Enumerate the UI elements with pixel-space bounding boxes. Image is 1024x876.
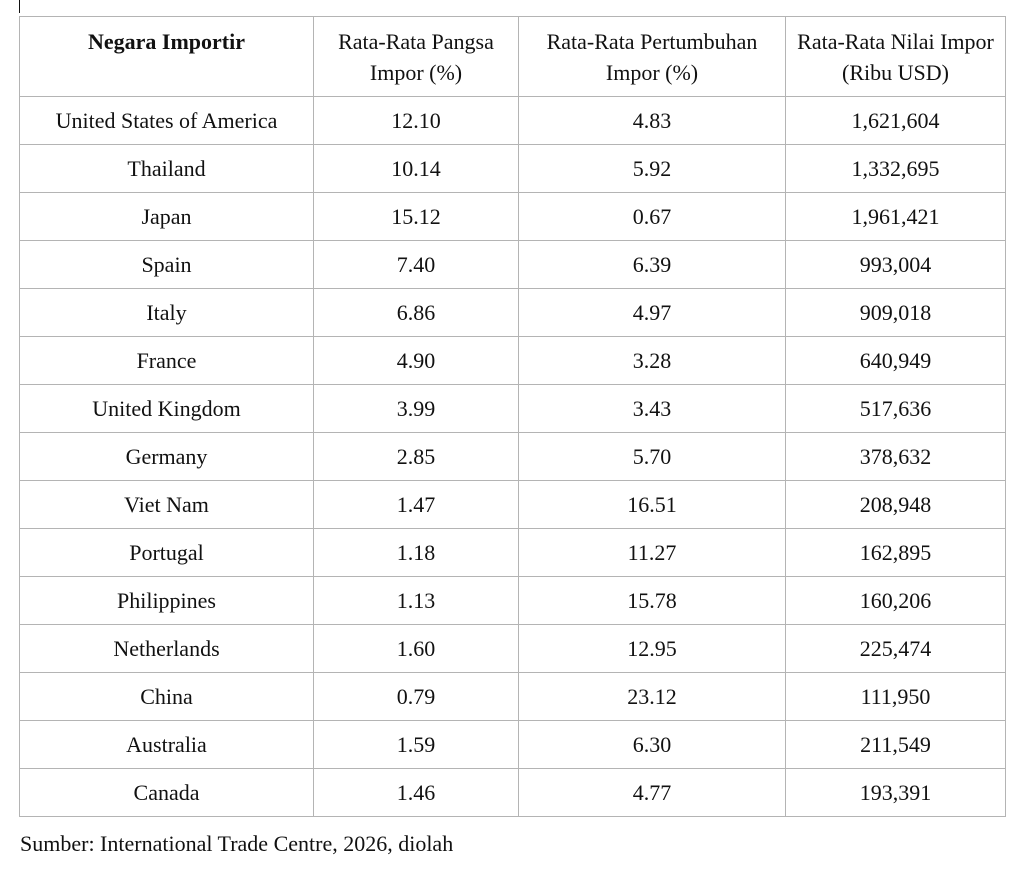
cell-negara: Viet Nam: [20, 481, 314, 529]
cell-pertumbuhan: 6.39: [519, 241, 786, 289]
cell-nilai: 1,332,695: [786, 145, 1006, 193]
table-row: [20, 145, 1006, 193]
cell-nilai: 993,004: [786, 241, 1006, 289]
cell-pertumbuhan: 0.67: [519, 193, 786, 241]
cell-negara: Netherlands: [20, 625, 314, 673]
cell-nilai: 160,206: [786, 577, 1006, 625]
cell-pertumbuhan: 5.70: [519, 433, 786, 481]
cell-pangsa: 1.13: [314, 577, 519, 625]
table-row: [20, 193, 1006, 241]
cell-nilai: 111,950: [786, 673, 1006, 721]
cell-pangsa: 10.14: [314, 145, 519, 193]
cell-pertumbuhan: 12.95: [519, 625, 786, 673]
table-row: [20, 385, 1006, 433]
cell-pertumbuhan: 3.43: [519, 385, 786, 433]
table-row: [20, 433, 1006, 481]
cell-negara: Australia: [20, 721, 314, 769]
cell-nilai: 517,636: [786, 385, 1006, 433]
cell-pangsa: 6.86: [314, 289, 519, 337]
text-cursor: [19, 0, 20, 13]
table-row: [20, 769, 1006, 817]
table-row: [20, 625, 1006, 673]
cell-negara: United Kingdom: [20, 385, 314, 433]
cell-nilai: 225,474: [786, 625, 1006, 673]
cell-pangsa: 7.40: [314, 241, 519, 289]
table-row: [20, 721, 1006, 769]
source-note: Sumber: International Trade Centre, 2026, diolah: [20, 831, 454, 856]
cell-pertumbuhan: 6.30: [519, 721, 786, 769]
header-nilai-impor: Rata-Rata Nilai Impor (Ribu USD): [786, 17, 1006, 97]
cell-nilai: 640,949: [786, 337, 1006, 385]
cell-negara: China: [20, 673, 314, 721]
cell-pangsa: 4.90: [314, 337, 519, 385]
cell-negara: Portugal: [20, 529, 314, 577]
cell-negara: Japan: [20, 193, 314, 241]
table-row: [20, 529, 1006, 577]
cell-pertumbuhan: 11.27: [519, 529, 786, 577]
cell-nilai: 1,961,421: [786, 193, 1006, 241]
cell-pertumbuhan: 15.78: [519, 577, 786, 625]
table-row: [20, 481, 1006, 529]
cell-pertumbuhan: 4.83: [519, 97, 786, 145]
table-row: [20, 673, 1006, 721]
table-row: [20, 241, 1006, 289]
import-table: [19, 16, 1006, 817]
cell-pertumbuhan: 4.97: [519, 289, 786, 337]
cell-negara: Canada: [20, 769, 314, 817]
cell-pangsa: 12.10: [314, 97, 519, 145]
cell-nilai: 162,895: [786, 529, 1006, 577]
table-row: [20, 97, 1006, 145]
header-pangsa-impor: Rata-Rata Pangsa Impor (%): [314, 17, 519, 97]
cell-pertumbuhan: 3.28: [519, 337, 786, 385]
cell-pertumbuhan: 5.92: [519, 145, 786, 193]
cell-nilai: 378,632: [786, 433, 1006, 481]
cell-pangsa: 1.47: [314, 481, 519, 529]
header-pertumbuhan-impor: Rata-Rata Pertumbuhan Impor (%): [519, 17, 786, 97]
cell-nilai: 208,948: [786, 481, 1006, 529]
cell-negara: United States of America: [20, 97, 314, 145]
cell-pangsa: 1.60: [314, 625, 519, 673]
cell-negara: Thailand: [20, 145, 314, 193]
cell-pangsa: 15.12: [314, 193, 519, 241]
cell-nilai: 909,018: [786, 289, 1006, 337]
table-row: [20, 337, 1006, 385]
header-negara-importir: Negara Importir: [20, 17, 314, 97]
cell-pangsa: 2.85: [314, 433, 519, 481]
table-row: [20, 577, 1006, 625]
cell-nilai: 211,549: [786, 721, 1006, 769]
cell-pangsa: 1.18: [314, 529, 519, 577]
cell-pangsa: 1.46: [314, 769, 519, 817]
cell-negara: Italy: [20, 289, 314, 337]
cell-pertumbuhan: 23.12: [519, 673, 786, 721]
cell-pertumbuhan: 16.51: [519, 481, 786, 529]
table-body: [20, 97, 1006, 817]
cell-negara: Spain: [20, 241, 314, 289]
cell-pangsa: 3.99: [314, 385, 519, 433]
cell-negara: France: [20, 337, 314, 385]
cell-negara: Germany: [20, 433, 314, 481]
table-row: [20, 289, 1006, 337]
cell-pertumbuhan: 4.77: [519, 769, 786, 817]
cell-nilai: 1,621,604: [786, 97, 1006, 145]
cell-pangsa: 0.79: [314, 673, 519, 721]
cell-negara: Philippines: [20, 577, 314, 625]
header-row: [20, 17, 1006, 97]
cell-pangsa: 1.59: [314, 721, 519, 769]
cell-nilai: 193,391: [786, 769, 1006, 817]
